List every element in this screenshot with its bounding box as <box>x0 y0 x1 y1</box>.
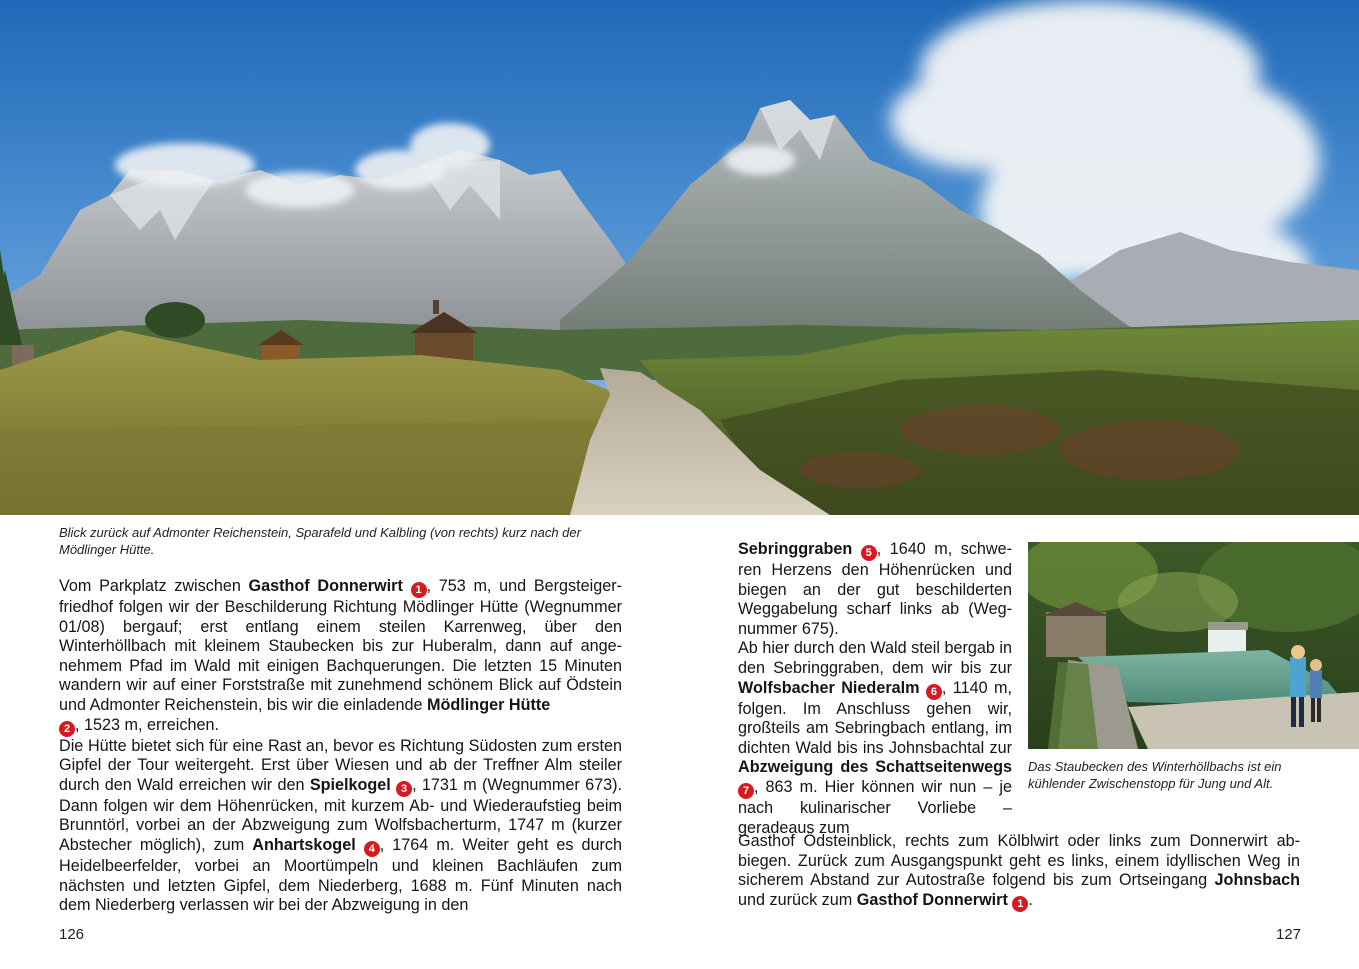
side-photo <box>1028 542 1359 749</box>
main-photo-caption: Blick zurück auf Admonter Reichenstein, Sparafeld und Kalbling (von rechts) kurz nach der Mödlinger Hütte. <box>59 525 581 557</box>
waypoint-marker: 7 <box>738 783 754 799</box>
right-page-text-narrow <box>738 540 1012 838</box>
place-name: Johnsbach <box>1214 871 1300 890</box>
side-photo-caption: Das Staubecken des Winterhöllbachs ist ein kühlender Zwischenstopp für Jung und Alt. <box>1028 759 1282 791</box>
place-name: Abzweigung des Schattseitenwegs <box>738 758 1012 777</box>
page-number-left: 126 <box>59 926 85 943</box>
left-paragraph-1: Vom Parkplatz zwischen Gasthof Donnerwirt 1 , 753 m, und Bergsteigerfriedhof folgen wir der Beschilderung Richtung Mödlinger Hütte (Wegnummer 01/08) bergauf; erst entlang einem steilen Karrenweg, über den Winterhöllbach mit kleinem Staubecken bis zur Huberalm, dann auf angenehmem Pfad im Wald mit einigen Bachquerungen. Die letzten 15 Minuten wandern wir auf einer Forststraße mit zunehmend schönem Blick auf Ödstein und Admonter Reichenstein, bis wir die einladende Mödlinger Hütte 2 , 1523 m, erreichen. <box>59 577 623 735</box>
right-paragraph-2: Ab hier durch den Wald steil bergab in den Sebringgraben, dem wir bis zur Wolfsbacher Niederalm 6 , 1140 m, folgen. Im Anschluss gehen wir, großteils am Sebringbach entlang, im dichten Wald bis ins Johnsbachtal zur Abzweigung des Schattseitenwegs 7 , 863 m. Hier können wir nun – je nach kulinarischer Vorliebe – geradeaus zum <box>738 639 1012 837</box>
waypoint-marker: 1 <box>1012 896 1028 912</box>
right-paragraph-3: Gasthof Ödsteinblick, rechts zum Kölblwirt oder links zum Donnerwirt abbiegen. Zurück zum Ausgangspunkt geht es links, einem idyllischen Weg in sicherem Abstand zur Autostraße folgend bis zum Ortseingang Johnsbach und zurück zum Gasthof Donnerwirt 1 . <box>738 832 1300 910</box>
reservoir-waterfall-illustration <box>1028 542 1359 749</box>
place-name: Gasthof Donnerwirt <box>856 890 1008 909</box>
place-name: Gasthof Donnerwirt <box>248 577 403 595</box>
right-paragraph-1: Sebringgraben 5 , 1640 m, schweren Herzens den Höhenrücken und biegen an der gut beschilderten Weggabelung scharf links ab (Wegnummer 675). <box>738 540 1012 638</box>
place-name: Wolfsbacher Niederalm <box>738 678 920 697</box>
waypoint-marker: 5 <box>861 545 877 561</box>
place-name: Anhartskogel <box>252 835 356 854</box>
place-name: Sebringgraben <box>738 540 853 558</box>
place-name: Spielkogel <box>309 775 391 794</box>
waypoint-marker: 4 <box>364 841 380 857</box>
waypoint-marker: 2 <box>59 721 75 737</box>
right-page-text-wide <box>738 832 1300 912</box>
left-paragraph-2: Die Hütte bietet sich für eine Rast an, bevor es Richtung Südosten zum ersten Gipfel der Tour weitergeht. Erst über Wiesen und ab der Treffner Alm steiler durch den Wald erreichen wir den Spielkogel 3 , 1731 m (Wegnummer 673). Dann folgen wir dem Höhenrücken, mit kurzem Ab- und Wiederaufstieg beim Brunntörl, vorbei an der Abzweigung zum Wolfsbacherturm, 1747 m (kurzer Abstecher möglich), zum Anhartskogel 4 , 1764 m. Weiter geht es durch Heidelbeerfelder, vorbei an Moortümpeln und kleinen Bachläufen zum nächsten und letzten Gipfel, dem Niederberg, 1688 m. Fünf Minuten nach dem Niederberg verlassen wir bei der Abzweigung in den <box>59 736 623 915</box>
left-page-text <box>59 577 622 916</box>
place-name: Mödlinger Hütte <box>427 695 551 714</box>
waypoint-marker: 3 <box>396 781 412 797</box>
page-number-right: 127 <box>1276 926 1302 943</box>
waypoint-marker: 6 <box>926 684 942 700</box>
waypoint-marker: 1 <box>411 582 427 598</box>
